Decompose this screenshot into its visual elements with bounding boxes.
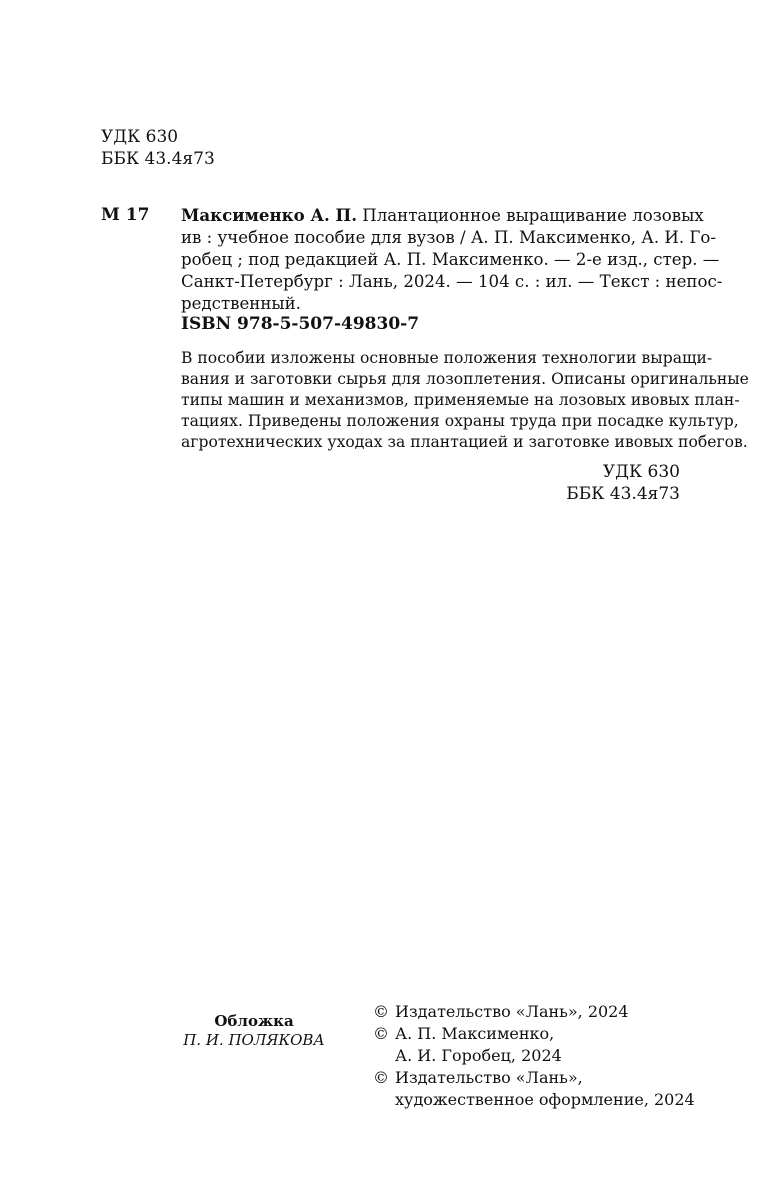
bib-line: робец ; под редакцией А. П. Максименко. — 2-е изд., стер. — (181, 250, 720, 269)
cover-label: Обложка (214, 1012, 294, 1030)
cover-designer: П. И. ПОЛЯКОВА (183, 1031, 325, 1049)
copyright-icon: © (373, 1002, 389, 1021)
copyright-entry (373, 1067, 695, 1089)
bbk-code: ББК 43.4я73 (101, 149, 215, 169)
copyright-continuation (373, 1045, 695, 1067)
author-mark: М 17 (101, 205, 150, 225)
abstract-line: вания и заготовки сырья для лозоплетения. Описаны оригинальные (181, 370, 749, 388)
abstract-line: тациях. Приведены положения охраны труда при посадке культур, (181, 412, 739, 430)
cover-credit (166, 1012, 342, 1050)
abstract-line: типы машин и механизмов, применяемые на лозовых ивовых план- (181, 391, 740, 409)
udk-code: УДК 630 (101, 127, 179, 147)
abstract-line: агротехнических уходах за плантацией и заготовке ивовых побегов. (181, 433, 748, 451)
udk-code: УДК 630 (602, 462, 680, 482)
bib-title: Плантационное выращивание лозовых (356, 206, 704, 225)
abstract (181, 348, 749, 453)
isbn: ISBN 978-5-507-49830-7 (181, 314, 420, 334)
copyright-entry (373, 1023, 695, 1045)
copyright-entry (373, 1001, 695, 1023)
copyright-text: художественное оформление, 2024 (395, 1090, 695, 1109)
copyright-block (373, 1001, 695, 1111)
copyright-text: Издательство «Лань», 2024 (395, 1002, 629, 1021)
bib-line (181, 204, 704, 227)
copyright-text: Издательство «Лань», (395, 1068, 583, 1087)
copyright-icon: © (373, 1024, 389, 1043)
bibliographic-record (181, 204, 723, 315)
bib-line: Санкт-Петербург : Лань, 2024. — 104 с. : ил. — Текст : непос- (181, 272, 723, 291)
bib-line: ив : учебное пособие для вузов / А. П. Максименко, А. И. Го- (181, 228, 717, 247)
copyright-continuation (373, 1089, 695, 1111)
bib-author: Максименко А. П. (181, 205, 357, 225)
copyright-text: А. П. Максименко, (395, 1024, 555, 1043)
copyright-icon: © (373, 1068, 389, 1087)
bib-line: редственный. (181, 294, 301, 313)
abstract-line: В пособии изложены основные положения технологии выращи- (181, 349, 713, 367)
copyright-text: А. И. Горобец, 2024 (395, 1046, 562, 1065)
bbk-code: ББК 43.4я73 (566, 484, 680, 504)
classification-bottom (566, 461, 680, 505)
classification-top (101, 126, 215, 170)
